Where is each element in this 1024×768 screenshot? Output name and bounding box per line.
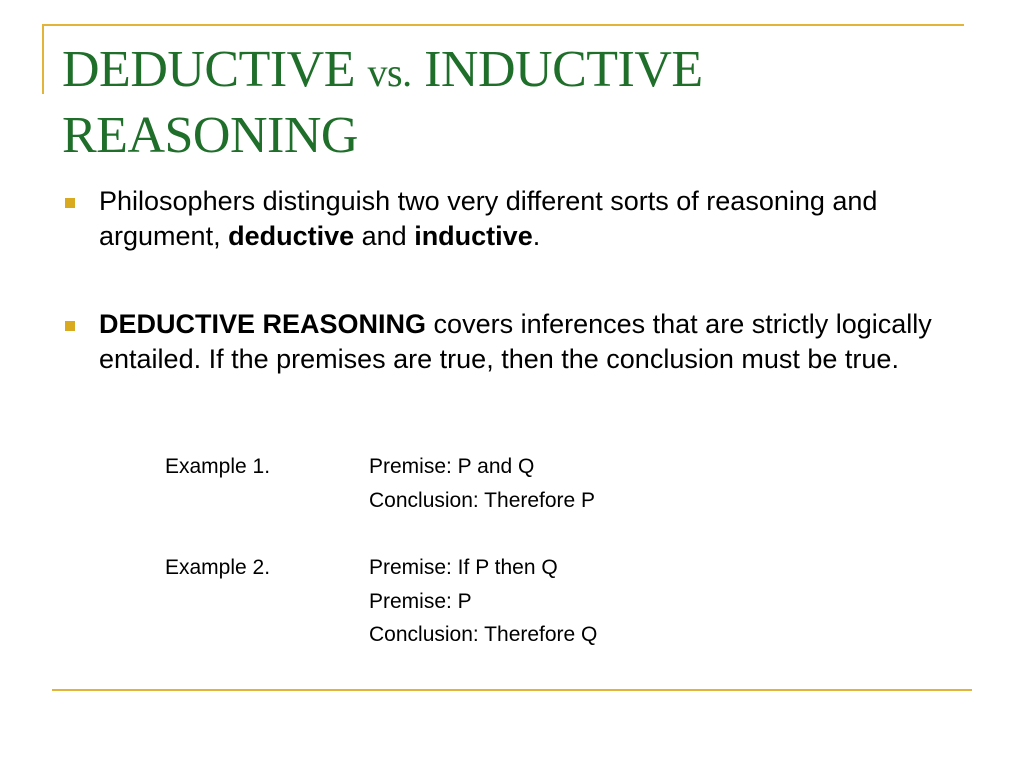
title-part-reasoning: REASONING [62, 107, 358, 164]
bullet-text: . [532, 220, 541, 251]
bullet-text: and [354, 220, 415, 251]
example-line: Conclusion: Therefore Q [369, 623, 598, 646]
example-label: Example 2. [165, 556, 271, 579]
slide-title [62, 38, 962, 167]
bottom-accent-rule [52, 689, 972, 691]
top-accent-rule [42, 24, 964, 26]
example-line: Premise: If P then Q [369, 556, 558, 579]
bullet-bold-deductive-reasoning: DEDUCTIVE REASONING [99, 309, 427, 339]
square-bullet-icon [65, 198, 75, 208]
square-bullet-icon [65, 321, 75, 331]
example-lines [369, 551, 859, 652]
example-label: Example 1. [165, 455, 271, 478]
title-part-inductive: INDUCTIVE [411, 41, 703, 98]
example-line: Premise: P [369, 589, 472, 613]
bullet-item-deductive-reasoning [99, 307, 959, 376]
title-vs: vs. [367, 50, 412, 95]
bullet-item-distinguish [99, 184, 959, 253]
bullet-text: Philosophers distinguish two very different sorts of reasoning and argument, [99, 186, 878, 251]
title-part-deductive: DEDUCTIVE [62, 41, 368, 98]
example-line: Premise: P and Q [369, 455, 535, 478]
bullet-text: covers inferences that are strictly logically entailed. If the premises are true, then the conclusion must be true. [99, 309, 932, 374]
example-line: Conclusion: Therefore P [369, 488, 596, 512]
bullet-bold-inductive: inductive [414, 220, 533, 251]
left-accent-rule [42, 24, 44, 94]
bullet-bold-deductive: deductive [228, 220, 355, 251]
example-lines [369, 450, 859, 517]
